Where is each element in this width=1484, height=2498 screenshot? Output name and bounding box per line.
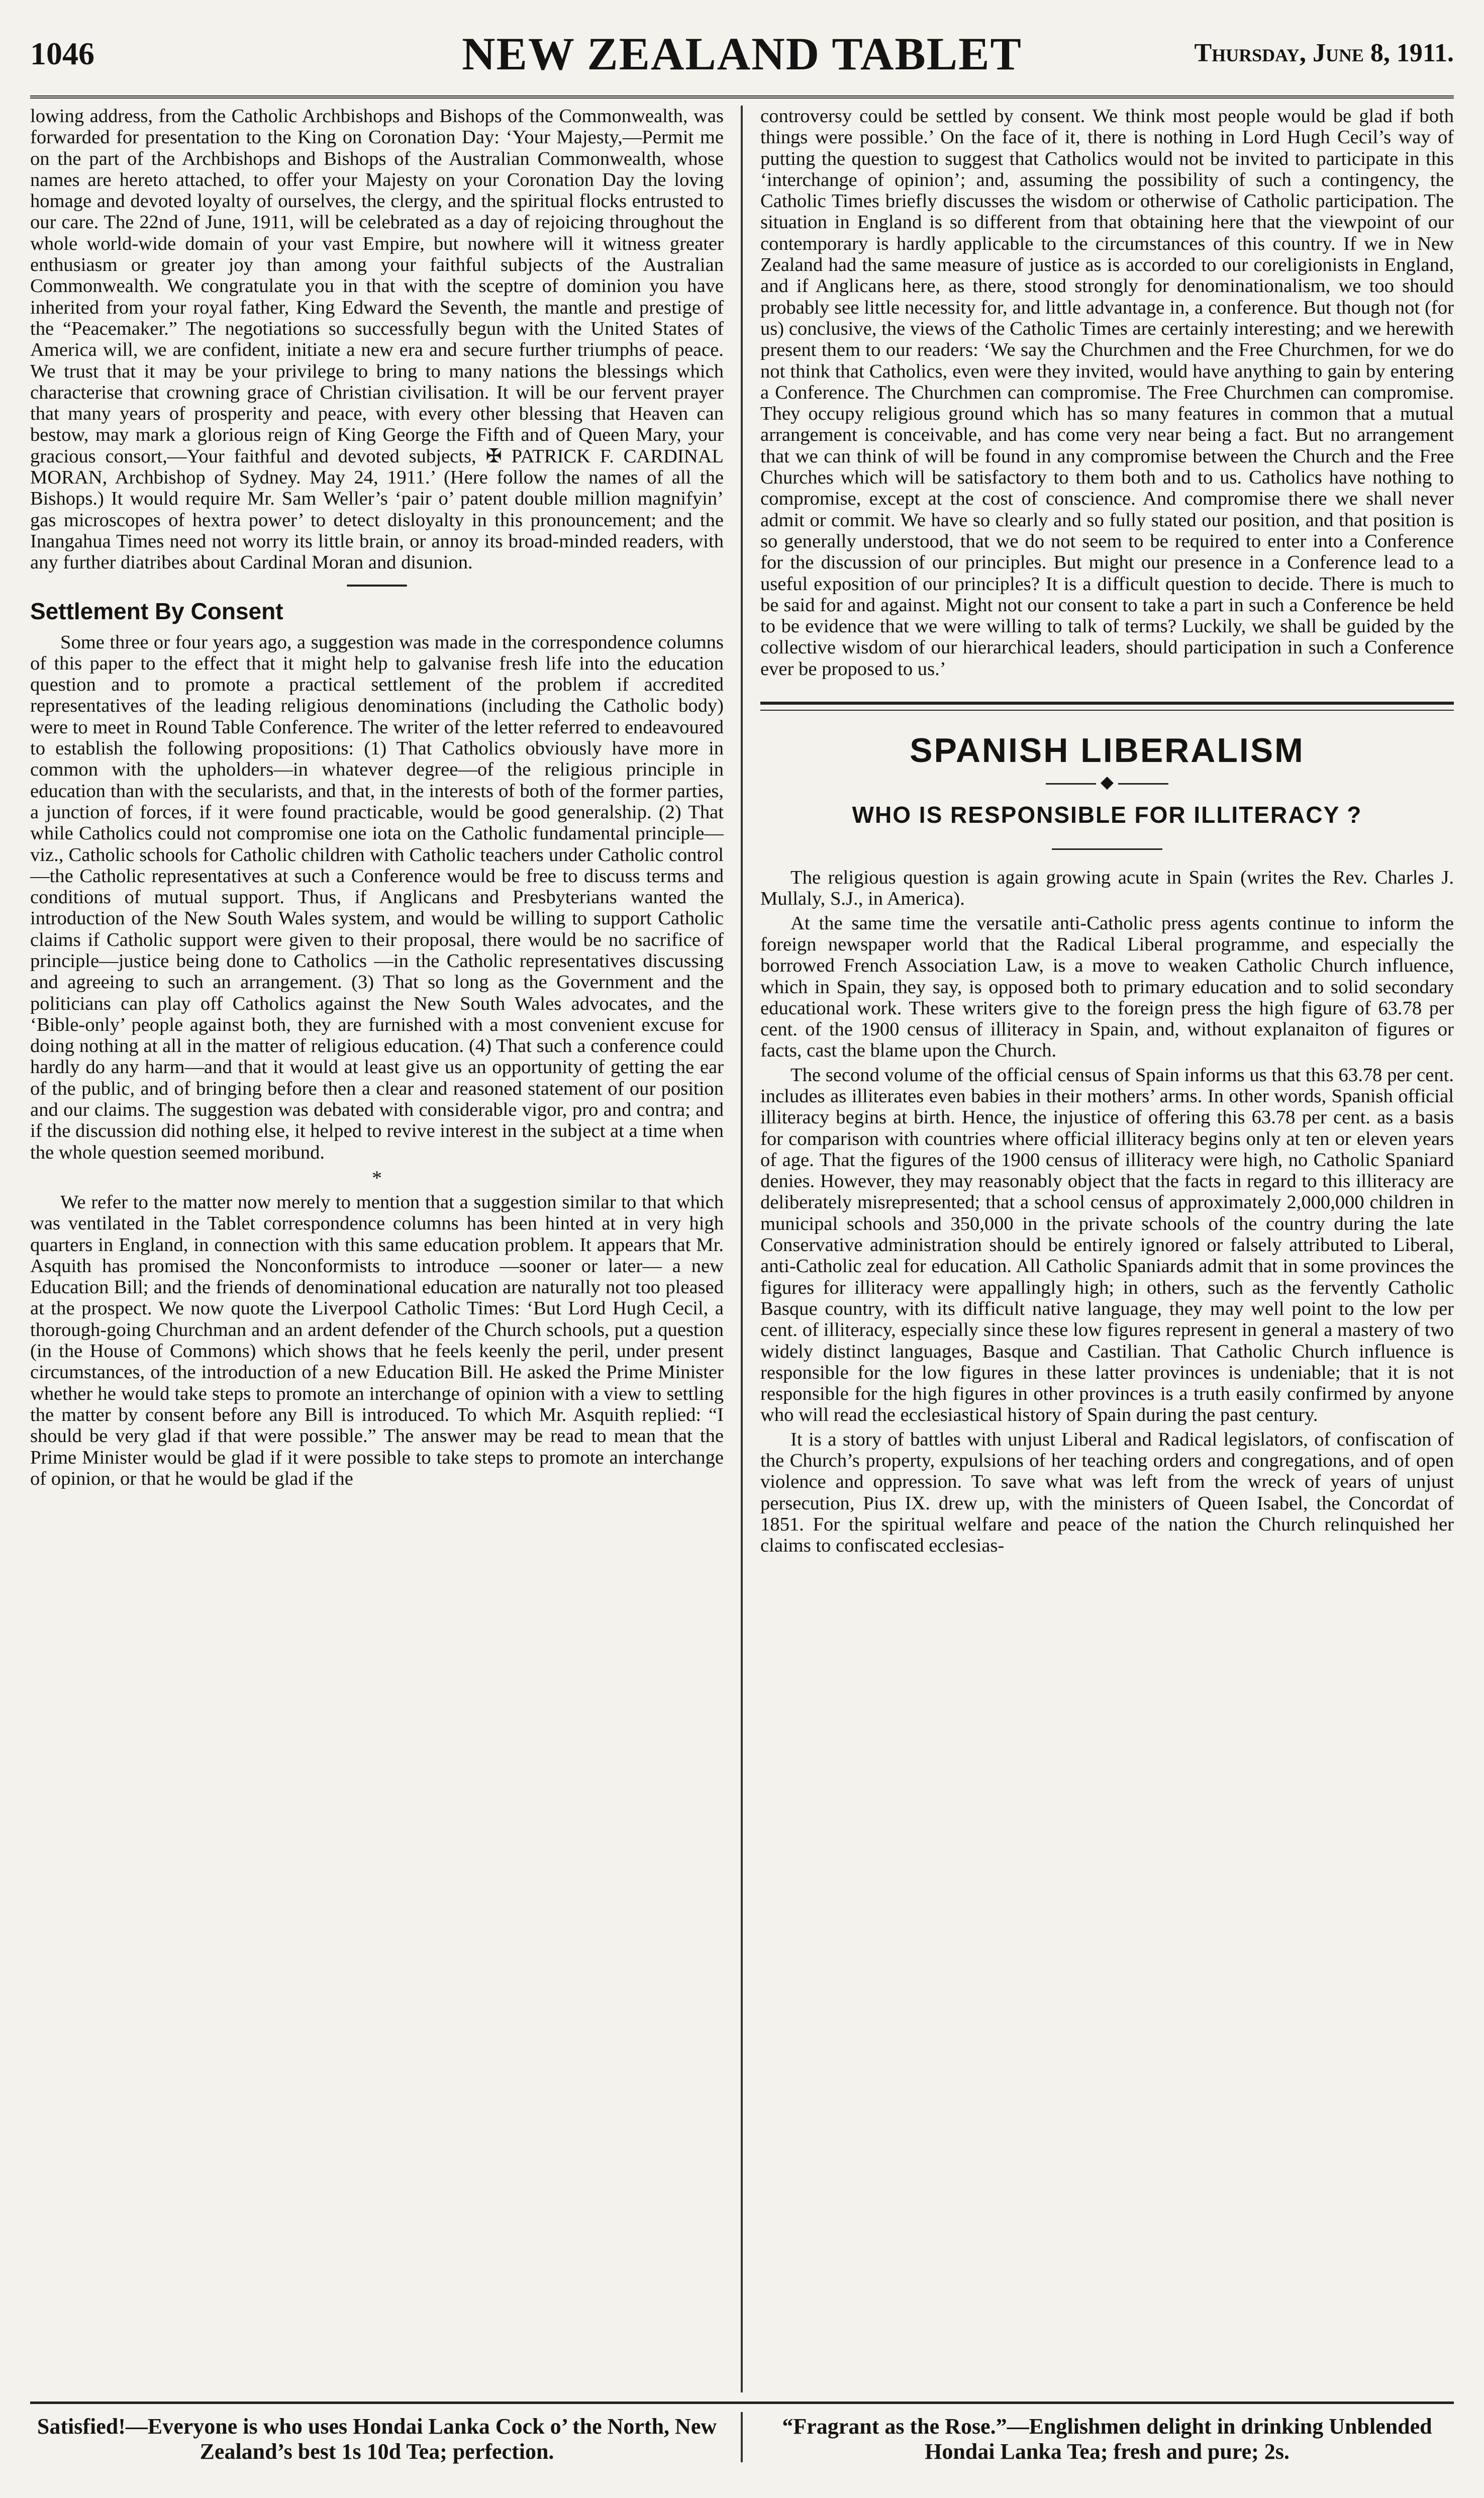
article-title: SPANISH LIBERALISM [910,731,1305,770]
star-separator: * [372,1166,382,1189]
footer-separator [741,2412,743,2462]
page-footer [30,2401,1454,2469]
section-divider [347,585,407,587]
spain-paragraph-3: The second volume of the official census of Spain informs us that this 63.78 per cent. includes as illiterates even babies in their mothers’ arms. In other words, Spanish official illiteracy begins at birth. Hence, the injustice of offering this 63.78 per cent. as a basis for comparison with countries where official illiteracy begins only at ten or eleven years of age. That the figures of the 1900 census of illiteracy were high, no Catholic Spaniard denies. However, they may reasonably object that the facts in regard to this illiteracy are deliberately misrepresented; that a school census of approximately 2,000,000 children in municipal schools and 350,000 in the private schools of the country during the late Conservative administration should be entirely ignored or falsely attributed to Liberal, anti-Catholic zeal for education. All Catholic Spaniards admit that in some provinces the figures for illiteracy were appallingly high; in others, such as the fervently Catholic Basque country, with its difficult native language, they may well point to the low per cent. of illiteracy, especially since these low figures represent in general a mastery of two widely distinct languages, Basque and Castilian. That Catholic Church influence is responsible for the low figures in these latter provinces is undeniable; that it is not responsible for the high figures in other provinces is a truth easily confirmed by anyone who will read the ecclesiastical history of Spain during the past century. [760,1064,1454,1426]
subtitle-rule [1052,848,1162,850]
article-divider [760,702,1454,711]
footer-ad-right: “Fragrant as the Rose.”—Englishmen delight in drinking Unblended Hondai Lanka Tea; fresh and pure; 2s. [782,2414,1432,2464]
spain-paragraph-2: At the same time the versatile anti-Catholic press agents continue to inform the foreign newspaper world that the Radical Liberal programme, and especially the borrowed French Association Law, is a move to weaken Catholic Church influence, which in Spain, they say, is opposed both to primary education and to solid secondary educational work. These writers give to the foreign press the high figure of 63.78 per cent. of the 1900 census of illiteracy in Spain, and, without explanaiton of figures or facts, cast the blame upon the Church. [760,912,1454,1062]
title-ornament: ◆ [760,775,1454,790]
settlement-paragraph-2: We refer to the matter now merely to mention that a suggestion similar to that which was ventilated in the Tablet correspondence columns has been hinted at in very high quarters in England, in connection with this same education problem. It appears that Mr. Asquith has promised the Nonconformists to introduce —sooner or later— a new Education Bill; and the friends of denominational education are naturally not too pleased at the prospect. We now quote the Liverpool Catholic Times: ‘But Lord Hugh Cecil, a thorough-going Churchman and an ardent defender of the Church schools, put a question (in the House of Commons) which shows that he feels keenly the peril, under present circumstances, of the introduction of a new Education Bill. He asked the Prime Minister whether he would take steps to promote an interchange of opinion with a view to settling the matter by consent before any Bill is introduced. To which Mr. Asquith replied: “I should be very glad if that were possible.” The answer may be read to mean that the Prime Minister would be glad if it were possible to take steps to promote an interchange of opinion, or that he would be glad if the [30,1191,724,1489]
issue-date: Thursday, June 8, 1911. [1194,39,1454,67]
right-column [760,106,1454,2392]
page-number: 1046 [30,36,94,71]
article-subtitle: WHO IS RESPONSIBLE FOR ILLITERACY ? [852,802,1362,828]
spain-paragraph-1: The religious question is again growing acute in Spain (writes the Rev. Charles J. Mullaly, S.J., in America). [760,867,1454,910]
page-header [30,20,1454,99]
continuation-paragraph: controversy could be settled by consent. We think most people would be glad if both things were possible.’ On the face of it, there is nothing in Lord Hugh Cecil’s way of putting the question to suggest that Catholics would not be invited to participate in this ‘interchange of opinion’; and, assuming the possibility of such a contingency, the Catholic Times briefly discusses the wisdom or otherwise of Catholic participation. The situation in England is so different from that obtaining here that the viewpoint of our contemporary is hardly applicable to the circumstances of this country. If we in New Zealand had the same measure of justice as is accorded to our coreligionists in England, and if Anglicans here, as there, stood strongly for denominationalism, we too should probably see little necessity for, and little advantage in, a conference. But though not (for us) conclusive, the views of the Catholic Times are certainly interesting; and we herewith present them to our readers: ‘We say the Churchmen and the Free Churchmen, for we do not think that Catholics, even were they invited, would have anything to gain by entering a Conference. The Churchmen can compromise. The Free Churchmen can compromise. They occupy religious ground which has so many features in common that a mutual arrangement is conceivable, and has come very near being a fact. But no arrangement that we can think of will be found in any compromise between the Church and the Free Churches which will be satisfactory to them both and to us. Catholics have nothing to compromise, except at the cost of conscience. And compromise there we shall never admit or commit. We have so clearly and so fully stated our position, and that position is so generally understood, that we do not seem to be required to enter into a Conference for the discussion of our principles. But might our presence in a Conference lead to a useful exposition of our principles? It is a difficult question to decide. There is much to be said for and against. Might not our consent to take a part in such a Conference be held to be evidence that we were willing to talk of terms? Luckily, we shall be guided by the collective wisdom of our hierarchical leaders, should participation in such a Conference ever be proposed to us.’ [760,106,1454,680]
columns [30,106,1454,2392]
settlement-paragraph-1: Some three or four years ago, a suggestion was made in the correspondence columns of this paper to the effect that it might help to galvanise fresh life into the education question and to promote a practical settlement of the problem if accredited representatives of the leading religious denominations (including the Catholic body) were to meet in Round Table Conference. The writer of the letter referred to endeavoured to establish the following propositions: (1) That Catholics obviously have more in common with the upholders—in whatever degree—of the religious principle in education than with the secularists, and that, in the interests of both of the former parties, a junction of forces, if it were found practicable, would be good generalship. (2) That while Catholics could not compromise one iota on the Catholic fundamental principle—viz., Catholic schools for Catholic children with Catholic teachers under Catholic control—the Catholic representatives at such a Conference would be free to discuss terms and conditions of mutual support. Thus, if Anglicans and Presbyterians wanted the introduction of the New South Wales system, and would be willing to support Catholic claims if Catholic support were given to their proposal, there would be no sacrifice of principle—justice being done to Catholics —in the Catholic representatives discussing and agreeing to such an arrangement. (3) That so long as the Government and the politicians can play off Catholics against the New South Wales advocates, and the ‘Bible-only’ people against both, they are furnished with a most convenient excuse for doing nothing at all in the matter of religious education. (4) That such a conference could hardly do any harm—and that it would at least give us an opportunity of getting the ear of the public, and of bringing before then a clear and reasoned statement of our position and our claims. The suggestion was debated with considerable vigor, pro and contra; and if the discussion did nothing else, it helped to revive interest in the subject at a time when the whole question seemed moribund. [30,631,724,1163]
newspaper-page [30,20,1454,2478]
masthead: NEW ZEALAND TABLET [462,28,1022,79]
footer-ad-left: Satisfied!—Everyone is who uses Hondai Lanka Cock o’ the North, New Zealand’s best 1s 10d Tea; perfection. [37,2414,717,2464]
left-column [30,106,724,2392]
column-rule [741,106,743,2392]
section-heading: Settlement By Consent [30,598,283,624]
intro-paragraph: lowing address, from the Catholic Archbishops and Bishops of the Commonwealth, was forwarded for presentation to the King on Coronation Day: ‘Your Majesty,—Permit me on the part of the Archbishops and Bishops of the Australian Commonwealth, whose names are hereto attached, to offer your Majesty on your Coronation Day the loving homage and devoted loyalty of ourselves, the clergy, and the spiritual flocks entrusted to our care. The 22nd of June, 1911, will be celebrated as a day of rejoicing throughout the whole world-wide domain of your vast Empire, but nowhere will it witness greater enthusiasm or greater joy than among your faithful subjects of the Australian Commonwealth. We congratulate you in that with the sceptre of dominion you have inherited from your royal father, King Edward the Seventh, the mantle and prestige of the “Peacemaker.” The negotiations so successfully begun with the United States of America will, we are confident, initiate a new era and secure further triumphs of peace. We trust that it may be your privilege to bring to many nations the blessings which characterise that crowning grace of Christian civilisation. It will be our fervent prayer that many years of prosperity and peace, with every other blessing that Heaven can bestow, may mark a glorious reign of King George the Fifth and of Queen Mary, your gracious consort,—Your faithful and devoted subjects, ✠ PATRICK F. CARDINAL MORAN, Archbishop of Sydney. May 24, 1911.’ (Here follow the names of all the Bishops.) It would require Mr. Sam Weller’s ‘pair o’ patent double million magnifyin’ gas microscopes of hextra power’ to detect disloyalty in this pronouncement; and the Inangahua Times need not worry its little brain, or annoy its broad-minded readers, with any further diatribes about Cardinal Moran and disunion. [30,106,724,573]
spain-paragraph-4: It is a story of battles with unjust Liberal and Radical legislators, of confiscation of the Church’s property, expulsions of her teaching orders and congregations, and of open violence and oppression. To save what was left from the wreck of years of unjust persecution, Pius IX. drew up, with the ministers of Queen Isabel, the Concordat of 1851. For the spiritual welfare and peace of the nation the Church relinquished her claims to confiscated ecclesias- [760,1428,1454,1557]
